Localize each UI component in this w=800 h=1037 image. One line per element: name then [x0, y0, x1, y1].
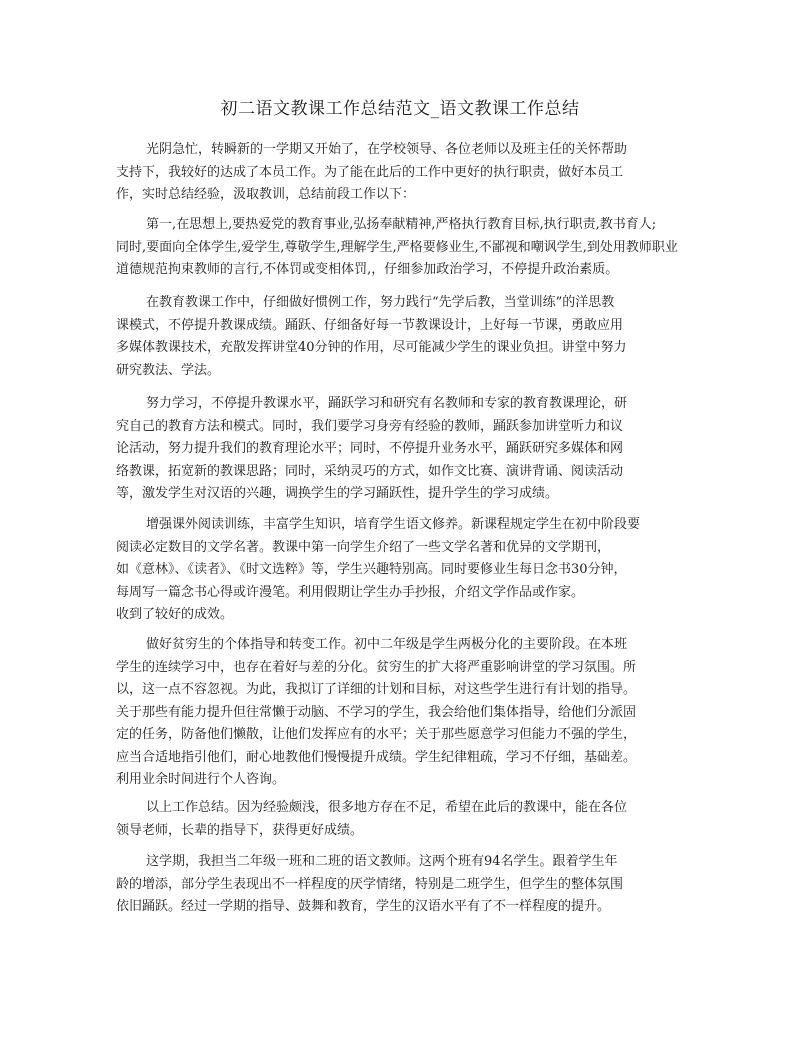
paragraph-line: 以，这一点不容忽视。为此，我拟订了详细的计划和目标，对这些学生进行有计划的指导。	[116, 682, 637, 697]
paragraph-line: 阅读必定数目的文学名著。教课中第一向学生介绍了一些文学名著和优异的文学期刊，	[116, 539, 611, 555]
paragraph-line: 这学期，我担当二年级一班和二班的语文教师。这两个班有94名学生。跟着学生年	[146, 854, 618, 869]
paragraph-line: 道德规范拘束教师的言行,不体罚或变相体罚,，仔细参加政治学习，不停提升政治素质。	[116, 262, 619, 277]
paragraph-line: 应当合适地指引他们，耐心地教他们慢慢提升成绩。学生纪律粗疏，学习不仔细，基础差。	[116, 749, 637, 765]
paragraph-line: 关于那些有能力提升但往常懒于动脑、不学习的学生，我会给他们集体指导，给他们分派固	[116, 704, 637, 720]
paragraph-3	[116, 292, 676, 382]
paragraph-line: 做好贫穷生的个体指导和转变工作。初中二年级是学生两极分化的主要阶段。在本班	[146, 637, 628, 652]
paragraph-line: 同时,要面向全体学生,爱学生,尊敬学生,理解学生,严格要修业生,不鄙视和嘲讽学生,到处用教师职业	[116, 239, 678, 255]
paragraph-line: 多媒体教课技术，充散发挥讲堂40分钟的作用，尽可能减少学生的课业负担。讲堂中努力	[116, 340, 627, 355]
paragraph-line: 努力学习，不停提升教课水平，踊跃学习和研究有名教师和专家的教育教课理论，研	[146, 396, 628, 411]
paragraph-line: 在教育教课工作中，仔细做好惯例工作，努力践行“先学后教，当堂训练”的洋思教	[146, 295, 615, 310]
paragraph-line: 支持下，我较好的达成了本员工作。为了能在此后的工作中更好的执行职责，做好本员工	[116, 164, 624, 180]
paragraph-line: 等，激发学生对汉语的兴趣，调换学生的学习踊跃性，提升学生的学习成绩。	[116, 486, 559, 501]
paragraph-line: 每周写一篇念书心得或许漫笔。利用假期让学生办手抄报，介绍文学作品或作家。	[116, 584, 585, 600]
paragraph-line: 究自己的教育方法和模式。同时，我们要学习身旁有经验的教师，踊跃参加讲堂听力和议	[116, 418, 624, 434]
paragraph-6	[116, 634, 676, 792]
paragraph-line: 依旧踊跃。经过一学期的指导、鼓舞和教育，学生的汉语水平有了不一样程度的提升。	[116, 899, 611, 914]
paragraph-5	[116, 514, 676, 627]
paragraph-7	[116, 797, 676, 842]
paragraph-line: 课模式，不停提升教课成绩。踊跃、仔细备好每一节教课设计，上好每一节课，勇敢应用	[116, 317, 624, 333]
paragraph-line: 研究教法、学法。	[116, 362, 221, 378]
paragraph-line: 学生的连续学习中，也存在着好与差的分化。贫穷生的扩大将严重影响讲堂的学习氛围。所	[116, 659, 637, 675]
paragraph-line: 光阴急忙，转瞬新的一学期又开始了，在学校领导、各位老师以及班主任的关怀帮助	[146, 142, 628, 157]
paragraph-8	[116, 851, 676, 919]
paragraph-line: 第一,在思想上,要热爱党的教育事业,弘扬奉献精神,严格执行教育目标,执行职责,教书育人;	[146, 217, 657, 232]
document-title: 初二语文教课工作总结范文_语文教课工作总结	[220, 99, 580, 119]
paragraph-line: 论活动，努力提升我们的教育理论水平；同时，不停提升业务水平，踊跃研究多媒体和网	[116, 441, 624, 456]
paragraph-line: 如《意林》、《读者》、《时文选粹》等，学生兴趣特别高。同时要修业生每日念书30分钟，	[116, 562, 627, 577]
paragraph-line: 增强课外阅读训练，丰富学生知识，培育学生语文修养。新课程规定学生在初中阶段要	[146, 517, 641, 532]
paragraph-4	[116, 393, 676, 506]
paragraph-1	[116, 139, 676, 207]
paragraph-line: 收到了较好的成效。	[116, 607, 234, 622]
paragraph-2	[116, 214, 676, 282]
paragraph-line: 龄的增添，部分学生表现出不一样程度的厌学情绪，特别是二班学生，但学生的整体氛围	[116, 876, 624, 892]
paragraph-line: 定的任务，防备他们懒散，让他们发挥应有的水平；关于那些愿意学习但能力不强的学生，	[116, 727, 637, 742]
paragraph-line: 以上工作总结。因为经验颇浅，很多地方存在不足，希望在此后的教课中，能在各位	[146, 800, 628, 815]
paragraph-line: 络教课，拓宽新的教课思路；同时，采纳灵巧的方式，如作文比赛、演讲背诵、阅读活动	[116, 463, 624, 479]
paragraph-line: 作，实时总结经验，汲取教训，总结前段工作以下：	[116, 187, 416, 202]
paragraph-line: 利用业余时间进行个人咨询。	[116, 772, 286, 787]
paragraph-line: 领导老师，长辈的指导下，获得更好成绩。	[116, 822, 364, 838]
